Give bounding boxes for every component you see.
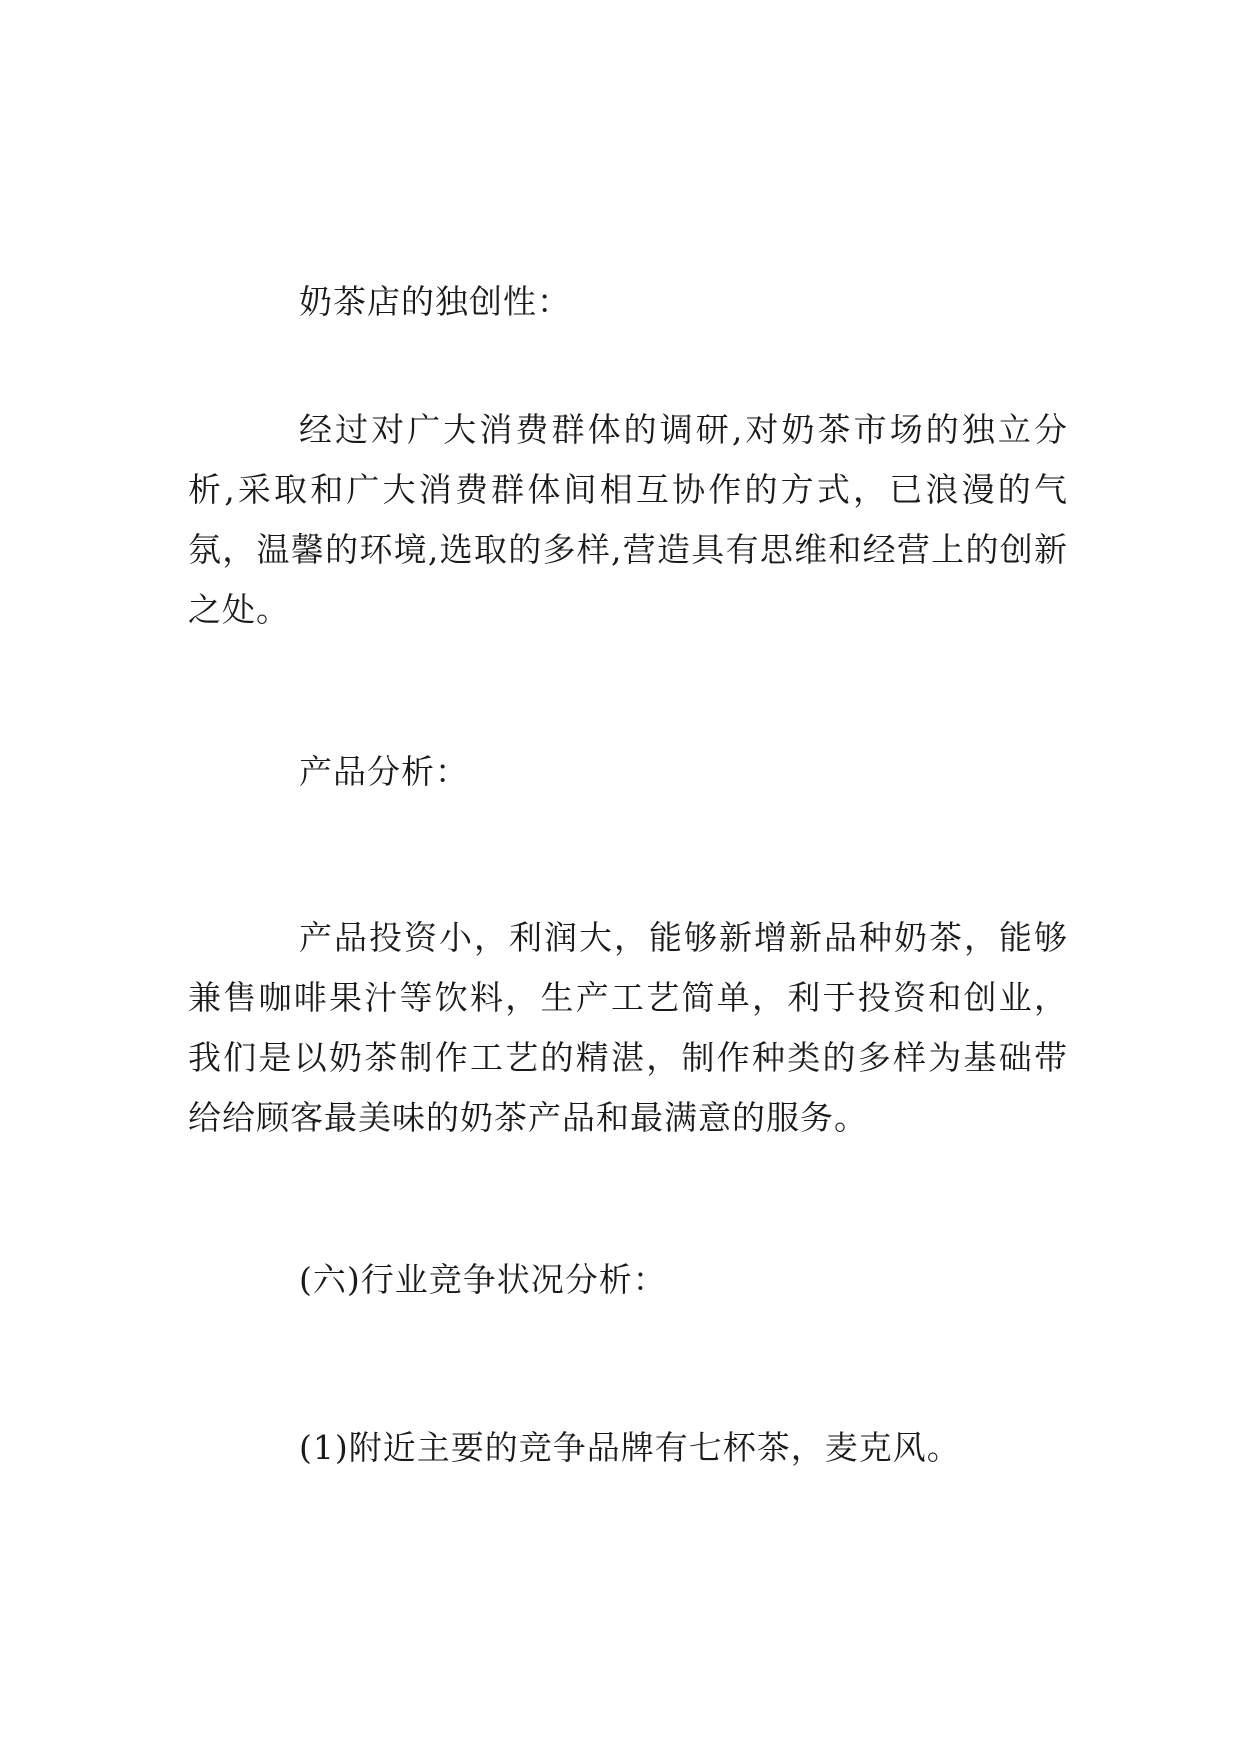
- heading-product-analysis: 产品分析：: [299, 752, 469, 791]
- paragraph-competitor-brands: (1)附近主要的竞争品牌有七杯茶，麦克风。: [299, 1428, 961, 1467]
- paragraph-product-analysis-body: 产品投资小，利润大，能够新增新品种奶茶，能够兼售咖啡果汁等饮料，生产工艺简单，利于投资和创业，我们是以奶茶制作工艺的精湛，制作种类的多样为基础带给给顾客最美味的奶茶产品和最满意的服务。: [188, 918, 1068, 1137]
- heading-shop-originality: 奶茶店的独创性：: [299, 282, 571, 321]
- paragraph-originality-body: 经过对广大消费群体的调研,对奶茶市场的独立分析,采取和广大消费群体间相互协作的方式，已浪漫的气氛，温馨的环境,选取的多样,营造具有思维和经营上的创新之处。: [188, 410, 1068, 629]
- heading-industry-competition: (六)行业竞争状况分析：: [299, 1260, 667, 1299]
